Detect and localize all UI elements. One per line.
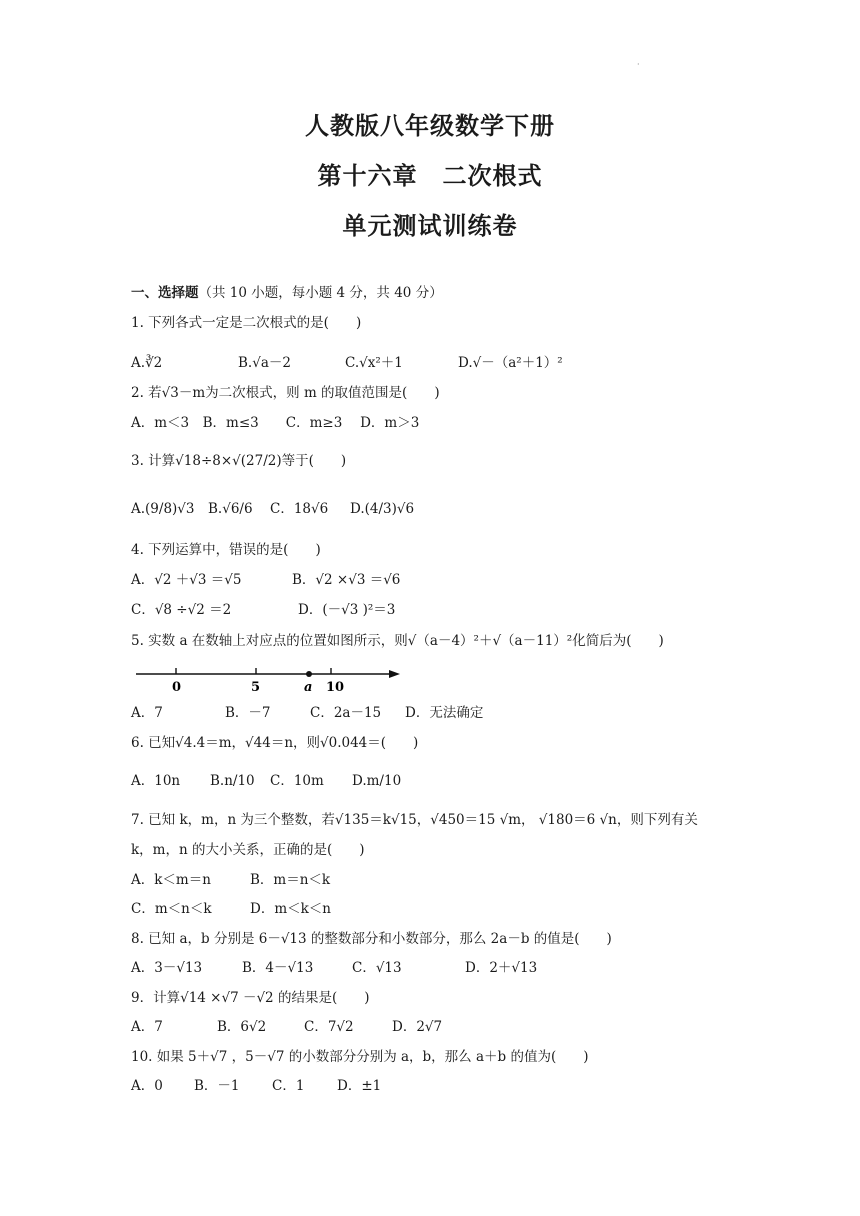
point-a bbox=[306, 671, 312, 677]
q1-option-c: C.√x²＋1 bbox=[345, 355, 403, 371]
q6-option-b: B.n/10 bbox=[210, 773, 255, 789]
section-heading bbox=[131, 284, 443, 302]
q7-option-a: A．k＜m＝n bbox=[131, 872, 211, 888]
q4-option-a: A．√2 ＋√3 ＝√5 bbox=[131, 572, 242, 588]
tick-label-5: 5 bbox=[251, 680, 261, 695]
doc-title-line3: 单元测试训练卷 bbox=[342, 212, 518, 240]
section-note: （共 10 小题，每小题 4 分，共 40 分） bbox=[198, 285, 443, 301]
point-label-a: a bbox=[304, 680, 313, 695]
q5-option-b: B．－7 bbox=[225, 705, 271, 721]
q8-option-c: C．√13 bbox=[352, 960, 402, 976]
number-line-figure bbox=[136, 662, 400, 696]
q10-option-b: B．－1 bbox=[194, 1078, 240, 1094]
q1-option-d: D.√－（a²＋1）² bbox=[458, 355, 563, 371]
q5-option-a: A．7 bbox=[131, 705, 163, 721]
q7-option-c: C．m＜n＜k bbox=[131, 901, 212, 917]
q6-stem: 6. 已知√4.4＝m，√44＝n，则√0.044＝( ) bbox=[131, 735, 419, 751]
tick-label-0: 0 bbox=[172, 680, 182, 695]
q4-stem: 4. 下列运算中，错误的是( ) bbox=[131, 542, 321, 558]
arrow-head-icon bbox=[389, 670, 400, 678]
q3-option-d: D.(4/3)√6 bbox=[350, 501, 415, 517]
q7-option-d: D．m＜k＜n bbox=[250, 901, 331, 917]
section-label: 一、选择题 bbox=[131, 285, 199, 301]
q7-stem-continued: k，m，n 的大小关系，正确的是( ) bbox=[131, 842, 365, 858]
q2-stem: 2. 若√3－m为二次根式，则 m 的取值范围是( ) bbox=[131, 385, 440, 401]
q9-option-b: B．6√2 bbox=[217, 1019, 267, 1035]
q9-stem: 9．计算√14 ×√7 －√2 的结果是( ) bbox=[131, 990, 370, 1006]
q10-option-d: D．±1 bbox=[337, 1078, 382, 1094]
q3-option-b: B.√6/6 bbox=[208, 501, 253, 517]
q4-option-b: B．√2 ×√3 ＝√6 bbox=[292, 572, 401, 588]
q5-option-d: D．无法确定 bbox=[405, 705, 484, 721]
q10-option-a: A．0 bbox=[131, 1078, 163, 1094]
q7-stem: 7. 已知 k，m，n 为三个整数，若√135＝k√15，√450＝15 √m， √180＝6 √n，则下列有关 bbox=[131, 812, 698, 828]
doc-title-line1: 人教版八年级数学下册 bbox=[305, 112, 555, 140]
q9-option-d: D．2√7 bbox=[392, 1019, 443, 1035]
q6-option-d: D.m/10 bbox=[352, 773, 402, 789]
q3-option-c: C．18√6 bbox=[270, 501, 329, 517]
tick-label-10: 10 bbox=[326, 680, 345, 695]
q8-option-a: A．3－√13 bbox=[131, 960, 203, 976]
q1-option-b: B.√a－2 bbox=[238, 355, 291, 371]
q6-option-c: C．10m bbox=[270, 773, 324, 789]
q5-option-c: C．2a－15 bbox=[310, 705, 382, 721]
q10-option-c: C．1 bbox=[272, 1078, 305, 1094]
q1-stem: 1. 下列各式一定是二次根式的是( ) bbox=[131, 315, 362, 331]
q9-option-a: A．7 bbox=[131, 1019, 163, 1035]
q2-options: A．m＜3 B．m≤3 C．m≥3 D．m＞3 bbox=[131, 415, 420, 431]
q8-option-b: B．4－√13 bbox=[242, 960, 314, 976]
q5-stem: 5. 实数 a 在数轴上对应点的位置如图所示，则√（a－4）²＋√（a－11）²化简后为( ) bbox=[131, 633, 664, 649]
q10-stem: 10. 如果 5＋√7 ，5－√7 的小数部分分别为 a，b，那么 a＋b 的值为( ) bbox=[131, 1049, 589, 1065]
doc-title-line2: 第十六章 二次根式 bbox=[317, 162, 543, 190]
q6-option-a: A．10n bbox=[131, 773, 181, 789]
q1-option-a: A.∛2 bbox=[131, 355, 163, 371]
q7-option-b: B．m＝n＜k bbox=[250, 872, 331, 888]
q9-option-c: C．7√2 bbox=[304, 1019, 354, 1035]
q3-option-a: A.(9/8)√3 bbox=[131, 501, 195, 517]
q4-option-d: D．(－√3 )²＝3 bbox=[298, 602, 396, 618]
q4-option-c: C．√8 ÷√2 ＝2 bbox=[131, 602, 232, 618]
q8-option-d: D．2＋√13 bbox=[465, 960, 538, 976]
page-mark: · bbox=[637, 60, 640, 69]
q3-stem: 3. 计算√18÷8×√(27/2)等于( ) bbox=[131, 453, 347, 469]
q8-stem: 8. 已知 a，b 分别是 6－√13 的整数部分和小数部分，那么 2a－b 的值是( ) bbox=[131, 931, 612, 947]
